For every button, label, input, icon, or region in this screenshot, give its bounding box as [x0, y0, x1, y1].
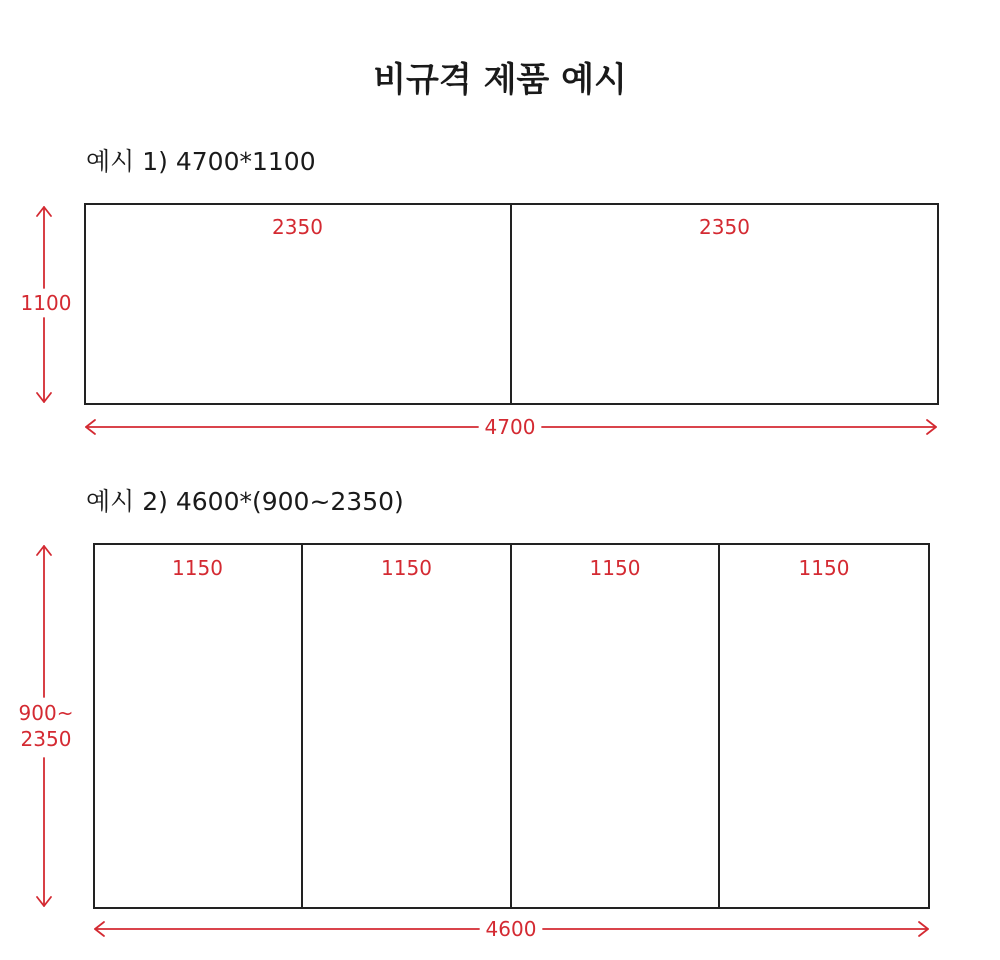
example-2-panel-3-width: 1150 — [589, 556, 641, 580]
example-2-height-label-line-2: 2350 — [20, 727, 72, 751]
example-1-height-label: 1100 — [14, 291, 78, 315]
example-1-panel-1-width: 2350 — [272, 215, 323, 239]
page-title: 비규격 제품 예시 — [373, 60, 627, 100]
example-1-heading: 예시 1) 4700*1100 — [86, 147, 316, 176]
example-2-height-label-line-1: 900~ — [18, 701, 74, 725]
example-2-total-width: 4600 — [480, 917, 542, 941]
example-1-total-width: 4700 — [479, 415, 541, 439]
example-2-panel-1-width: 1150 — [172, 556, 223, 580]
example-2-heading: 예시 2) 4600*(900~2350) — [86, 487, 404, 516]
example-2-panel-2-width: 1150 — [381, 556, 432, 580]
example-1-panel-2-width: 2350 — [699, 215, 750, 239]
example-2-panel-4-width: 1150 — [798, 556, 850, 580]
